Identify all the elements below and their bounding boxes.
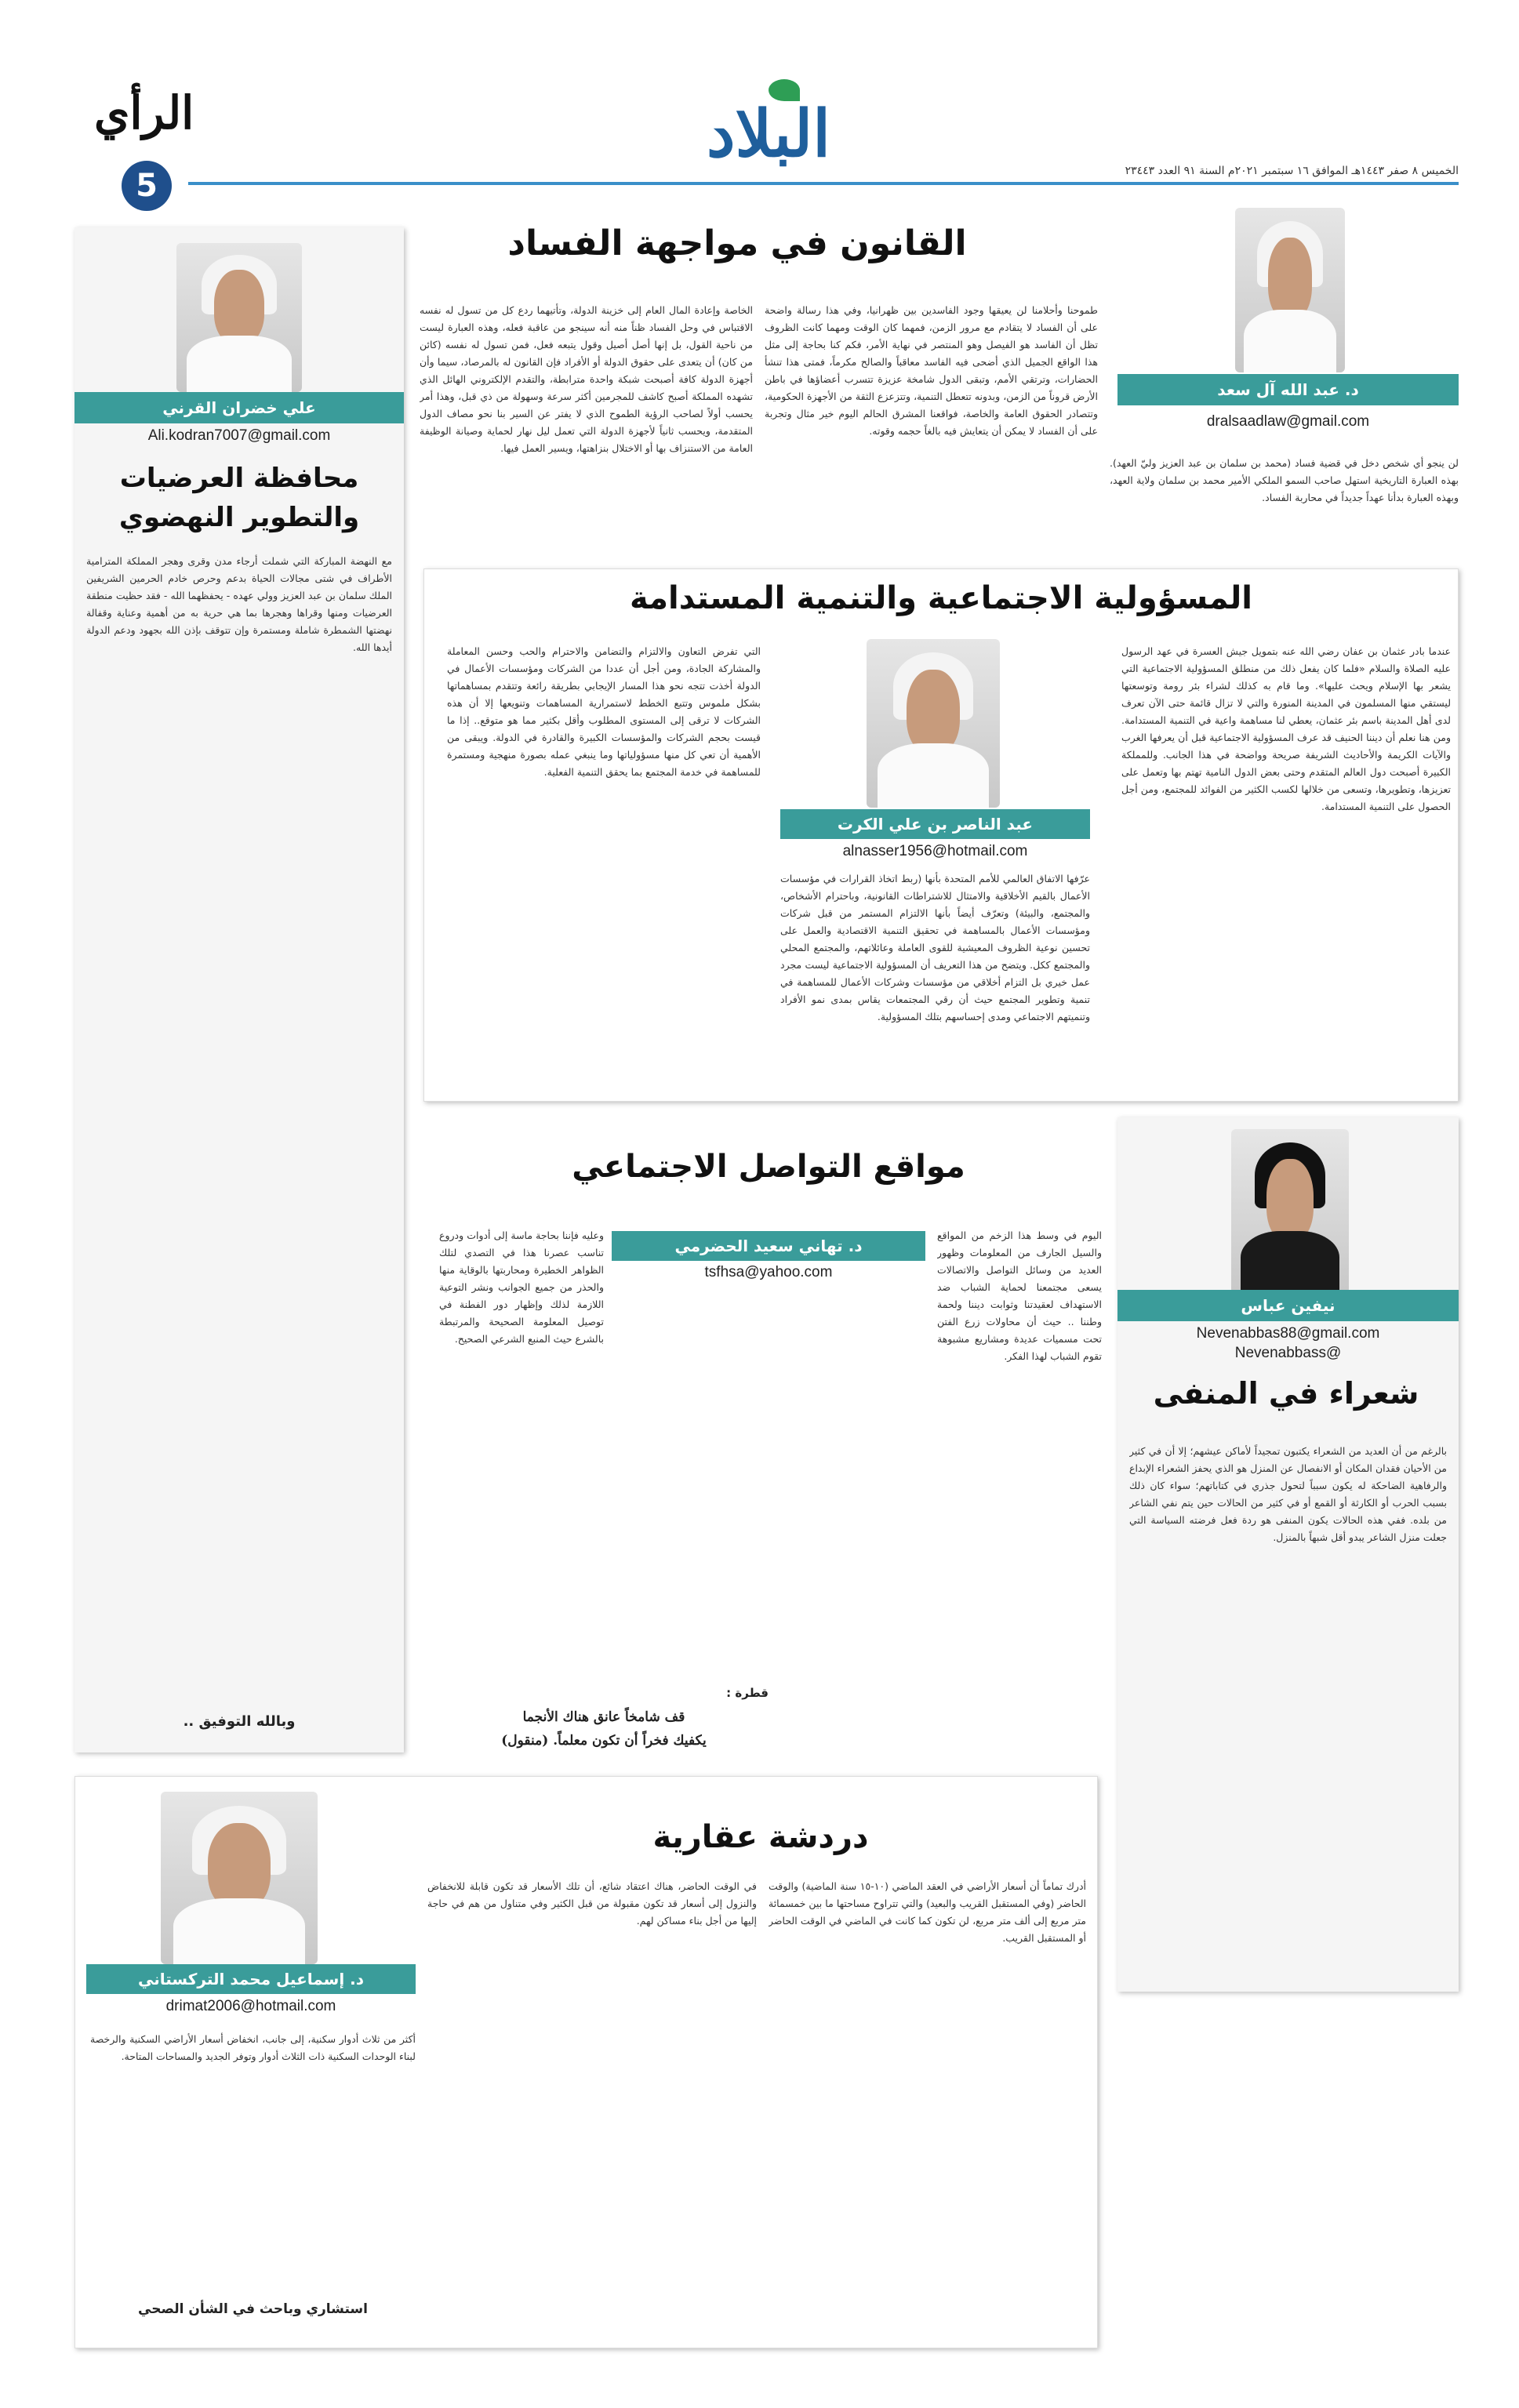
dateline: الخميس ٨ صفر ١٤٤٣هـ الموافق ١٦ سبتمبر ٢٠٢١م السنة ٩١ العدد ٢٣٤٤٣: [1125, 165, 1459, 177]
author-email: alnasser1956@hotmail.com: [842, 843, 1028, 859]
author-name: عبد الناصر بن علي الكرت: [780, 809, 1090, 839]
quote-label: قطرة :: [726, 1686, 769, 1700]
headline: شعراء في المنفى: [1153, 1376, 1419, 1411]
article-column: أدرك تماماً أن أسعار الأراضي في العقد الماضي (١٠-١٥ سنة الماضية) والوقت الحاضر (وفي المستقبل القريب والبعيد) والتي تتراوح مساحتها ما بين خمسمائة متر مربع إلى ألف متر مربع، لن تكون كما كانت في الماضي في الوقت الحاضر أو المستقبل القريب.: [769, 1880, 1086, 1944]
author-photo: [161, 1792, 318, 1964]
author-photo: [1235, 208, 1345, 372]
author-name: نيفين عباس: [1117, 1290, 1459, 1321]
author-name: د. تهاني سعيد الحضرمي: [612, 1231, 925, 1261]
author-name: د. إسماعيل محمد التركستاني: [86, 1964, 416, 1994]
article-column: اليوم في وسط هذا الزخم من المواقع والسيل الجارف من المعلومات وظهور العديد من وسائل التواصل والاتصالات يسعى مجتمعنا لحماية الشباب ضد الاستهداف لعقيدتنا وثوابت ديننا ولحمة وطننا .. حيث أن محاولات زرع الفتن تحت مسميات عديدة ومشاريع مشبوهة تقوم الشباب لهذا الفكر.: [937, 1229, 1102, 1362]
author-name: علي خضران القرني: [74, 392, 404, 423]
article-column: بالرغم من أن العديد من الشعراء يكتبون تمجيداً لأماكن عيشهم؛ إلا أن في كثير من الأحيان فقدان المكان أو الانفصال عن المنزل هو الذي يحفز الشعراء الإبداع والرفاهية الضاحكة له يكون سبباً لتحول جذري في كتاباتهم؛ سواء كان ذلك بسبب الحرب أو الكارثة أو القمع أو في كثير من الحالات حين يتم نفي الشاعر من بلده. ففي هذه الحالات يكون المنفى هو ردة فعل فرضته السياسة التي جعلت منزل الشاعر يبدو أقل شبهاً بالمنزل.: [1129, 1445, 1447, 1543]
author-email: dralsaadlaw@gmail.com: [1206, 413, 1370, 430]
author-photo: [1231, 1129, 1349, 1294]
masthead-logo: [690, 75, 847, 177]
page-number-badge: 5: [122, 161, 172, 211]
author-photo: [176, 243, 302, 392]
headline: القانون في مواجهة الفساد: [507, 223, 967, 263]
article-intro: لن ينجو أي شخص دخل في قضية فساد (محمد بن سلمان بن عبد العزيز وليّ العهد). بهذه العبارة التاريخية استهل صاحب السمو الملكي الأمير محمد بن سلمان ولاية العهد، وبهذه العبارة بدأنا عهداً جديداً في محاربة الفساد.: [1110, 457, 1459, 503]
article-column: عندما بادر عثمان بن عفان رضي الله عنه بتمويل جيش العسرة في عهد الرسول عليه الصلاة والسلام «فلما كان يفعل ذلك من منطلق المسؤولية الاجتماعية التي يشعر بها الإسلام ويحث عليها». وما قام به كذلك لشراء بئر رومة وتوسعتها ليستقي منها المسلمون في المدينة المنورة والتي لا تزال قائمة حتى الآن تعرف لدى أهل المدينة باسم بئر عثمان، يعطي لنا مساهمة واعية في التنمية المستدامة. ومن هنا نعلم أن ديننا الحنيف قد عرف المسؤولية الاجتماعية قبل أن يعرفها الغرب والآيات الكريمة والأحاديث الشريفة صريحة وواضحة في هذا الجانب. وللمملكة الكبيرة أصبحت دول العالم المتقدم وحتى بعض الدول النامية تهتم بها وتعمل على تعزيزها، وتطويرها، وتسعى من خلالها لكسب الكثير من الفوائد للمجتمع، ومن أجل الحصول على التنمية المستدامة.: [1121, 645, 1451, 812]
header-rule: [188, 182, 1459, 185]
author-handle: @Nevenabbass: [1234, 1345, 1342, 1361]
article-column: في الوقت الحاضر، هناك اعتقاد شائع، أن تلك الأسعار قد تكون قابلة للانخفاض والنزول إلى أسعار قد تكون مقبولة من قبل الكثير وفي متناول من هم في حاجة إليها من أجل بناء مساكن لهم.: [427, 1880, 757, 1927]
closing-line: وبالله التوفيق ..: [183, 1713, 296, 1730]
signoff: استشاري وباحث في الشأن الصحي: [138, 2301, 368, 2317]
article-column: الخاصة وإعادة المال العام إلى خزينة الدولة، وتأتيهما ردع كل من تسول له نفسه الاقتباس في وحل الفساد ظناً منه أنه سينجو من عاقبة فعله، وهذه العبارة ليست من ناحية القول، بل إنها أصل أصيل وقول يتبعه فعل، فمن تسول له نفسه (كائن من كان) أن يتعدى على حقوق الدولة أو الأفراد فإن القانون له بالمرصاد، سيما وأن أجهزة الدولة كافة أصبحت شبكة واحدة مترابطة، والتقدم الإلكتروني الهائل الذي تشهده المملكة أصبح كاشف للمجرمين أكثر سرعة وسهولة من ذي قبل، وهذا أمر يحسب أولاً لصاحب الرؤية الطموح الذي لا يفتر عن السير بنا نحو مصاف الدول المتقدمة، ويحسب ثانياً لأجهزة الدولة التي تعمل ليل نهار لحماية وصيانة الوظيفة العامة من الاستنزاف بها أو الاختلال بنزاهتها، ويسير العمل فيها.: [420, 304, 753, 454]
headline: المسؤولية الاجتماعية والتنمية المستدامة: [629, 580, 1253, 616]
author-email: tsfhsa@yahoo.com: [704, 1264, 833, 1280]
section-title: الرأي: [94, 86, 194, 140]
masthead-title: البلاد: [707, 96, 830, 172]
author-photo: [867, 639, 1000, 808]
headline: مواقع التواصل الاجتماعي: [572, 1149, 965, 1185]
headline: دردشة عقارية: [652, 1819, 869, 1855]
article-column: طموحنا وأحلامنا لن يعيقها وجود الفاسدين بين ظهرانيا، وفي هذا رسالة واضحة على أن الفساد لا يتقادم مع مرور الزمن، فمهما كان الوقت ومهما كانت الظروف تظل أن الفاسد هو الفيصل وهو المنتصر في نهاية الأمر، فكم كنا بحاجة إلى مثل هذا الواقع الجميل الذي أضحى فيه الفاسد معاقباً والصالح مكرماً، فمتى هذا تنشأ الحضارات، وترتقي الأمم، وتبقى الدول شامخة عزيزة تتسرب أعضاؤها في باطن الأرض قروناً من الزمن، وبدونه تتعطل التنمية، وتتزعزع الثقة من الأجهزة الحكومية، وتتصادر الحقوق العامة والخاصة، فواقعنا المشرق الحالم اليوم خير مثال وتجربة على أن الفساد لا يمكن أن يتعايش فيه بالغاً حجمه وقوته.: [765, 304, 1098, 437]
article-column: أكثر من ثلاث أدوار سكنية، إلى جانب، انخفاض أسعار الأراضي السكنية والرخصة لبناء الوحدات السكنية ذات الثلاث أدوار وتوفر الجديد والمساحات المتاحة.: [90, 2033, 416, 2062]
article-column: التي تفرض التعاون والالتزام والتضامن والاحترام والحب وحسن المعاملة والمشاركة الجادة، ومن أجل أن عددا من الشركات ومؤسسات الأعمال في الدولة أخذت تتجه نحو هذا المسار الإيجابي بطريقة رائعة وتتقدم بمساهماتها بشكل ملموس وتتبع الخطط لاستمرارية المساهمات وتنويعها إلا أن هذه الشركات لا ترقى إلى المستوى المطلوب وأقل بكثير مما هو متوقع.. إذا ما قيست بحجم الشركات والمؤسسات الكبيرة والقادرة في الدولة. ويبقى من الأهمية أن تعي كل منها مسؤولياتها وما ينبغي عمله بصورة منهجية ومستمرة للمساهمة في خدمة المجتمع بما يحقق التنمية الفعلية.: [447, 645, 761, 778]
author-name: د. عبد الله آل سعد: [1117, 374, 1459, 405]
quote-line: يكفيك فخراً أن تكون معلماً. (منقول): [501, 1733, 707, 1749]
quote-line: قف شامخاً عانق هناك الأنجما: [522, 1709, 685, 1725]
article-column: عرّفها الاتفاق العالمي للأمم المتحدة بأنها (ربط اتخاذ القرارات في مؤسسات الأعمال بالقيم الأخلاقية والامتثال للاشتراطات القانونية، وباحترام الأشخاص، والمجتمع، والبيئة) وتعرّف أيضاً بأنها الالتزام المستمر من قبل شركات ومؤسسات الأعمال بالمساهمة في تحقيق التنمية الاقتصادية والعمل على تحسين نوعية الظروف المعيشية للقوى العاملة وعائلاتهم، والمجتمع المحلي والمجتمع ككل. ويتضح من هذا التعريف أن المسؤولية الاجتماعية ليست مجرد عمل خيري بل التزام أخلاقي من مؤسسات وشركات الأعمال للمساهمة في تنمية وتطوير المجتمع حيث أن رقي المجتمعات يقاس بمدى نمو الأفراد وتنميتهم الاجتماعي ومدى إحساسهم بتلك المسؤولية.: [780, 873, 1090, 1022]
author-email: Nevenabbas88@gmail.com: [1196, 1325, 1380, 1342]
author-email: Ali.kodran7007@gmail.com: [147, 427, 331, 444]
author-email: drimat2006@hotmail.com: [165, 1998, 336, 2014]
article-column: وعليه فإننا بحاجة ماسة إلى أدوات ودروع تناسب عصرنا هذا في التصدي لتلك الظواهر الخطيرة ومحاربتها بالوقاية منها والحذر من جميع الجوانب ونشر التوعية اللازمة لذلك وإظهار دور الفطنة في توصيل المعلومة الصحيحة والمرتبطة بالشرع حيث المنبع الشرعي الصحيح.: [439, 1229, 604, 1345]
fasad-author-block: [1117, 208, 1459, 467]
article-column: مع النهضة المباركة التي شملت أرجاء مدن وقرى وهجر المملكة المترامية الأطراف في شتى مجالات الحياة بدعم وحرص خادم الحرمين الشريفين الملك سلمان بن عبد العزيز وولي عهده - يحفظهما الله - فقد حظيت منطقة العرضيات ومنها وقراها وهجرها بما هي حرية به من أهمية وعناية وقفالة نهضتها الشمطرة شاملة ومستمرة وإن تتوقف بإذن الله بجهود ودعم الدولة أيدها الله.: [86, 555, 392, 653]
headline: محافظة العرضيات والتطوير النهضوي: [118, 463, 360, 533]
